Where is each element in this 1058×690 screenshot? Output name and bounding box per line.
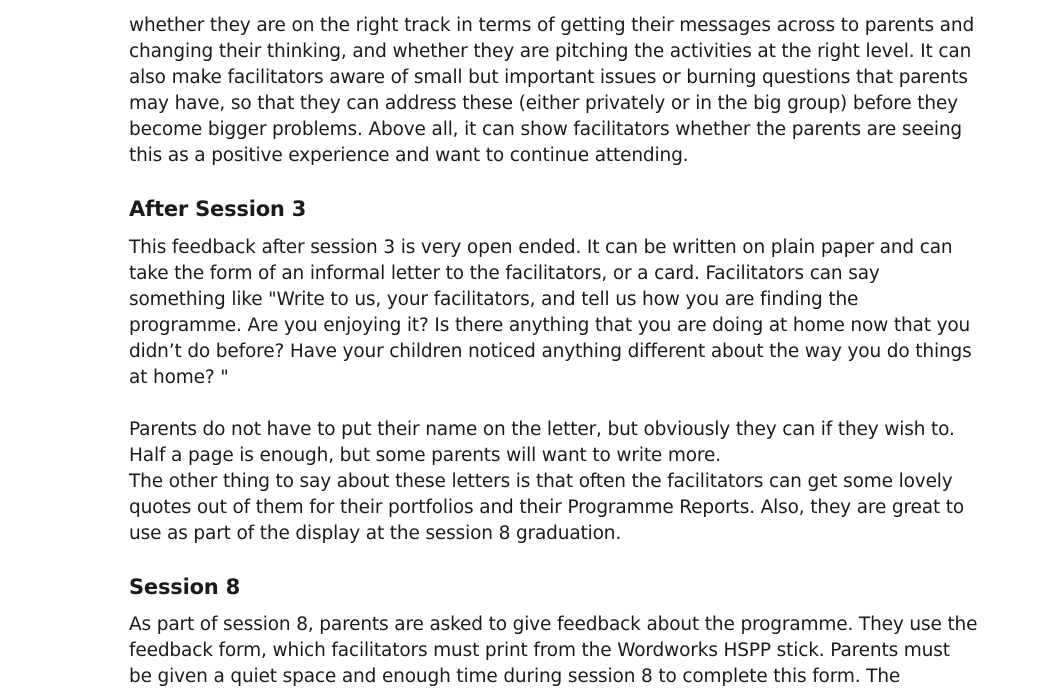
- section-heading-after-session-3: After Session 3: [129, 197, 307, 221]
- text-line: this as a positive experience and want to continue attending.: [129, 145, 689, 166]
- text-line: quotes out of them for their portfolios and their Programme Reports. Also, they are great to: [129, 497, 965, 518]
- intro-paragraph: [129, 0, 975, 169]
- text-line: Half a page is enough, but some parents will want to write more.: [129, 445, 721, 466]
- after-session-3-paragraph-2: [129, 417, 965, 547]
- text-line: programme. Are you enjoying it? Is there anything that you are doing at home now that you: [129, 315, 971, 336]
- text-line: take the form of an informal letter to the facilitators, or a card. Facilitators can say: [129, 263, 880, 284]
- text-line: also make facilitators aware of small but important issues or burning questions that parents: [129, 67, 968, 88]
- text-line: changing their thinking, and whether they are pitching the activities at the right level. It can: [129, 41, 972, 62]
- text-line: feedback form, which facilitators must print from the Wordworks HSPP stick. Parents must: [129, 640, 950, 661]
- text-line: at home? ": [129, 367, 229, 388]
- text-line: whether they are on the right track in terms of getting their messages across to parents and: [129, 15, 975, 36]
- text-line: didn’t do before? Have your children noticed anything different about the way you do things: [129, 341, 972, 362]
- document-page: [129, 0, 978, 690]
- text-line: may have, so that they can address these (either privately or in the big group) before they: [129, 93, 958, 114]
- text-line: use as part of the display at the session 8 graduation.: [129, 523, 622, 544]
- session-8-paragraph-1: [129, 612, 978, 690]
- text-line: Parents do not have to put their name on the letter, but obviously they can if they wish to.: [129, 419, 955, 440]
- text-line: become bigger problems. Above all, it can show facilitators whether the parents are seeing: [129, 119, 962, 140]
- text-line: something like "Write to us, your facilitators, and tell us how you are finding the: [129, 289, 859, 310]
- text-line: As part of session 8, parents are asked to give feedback about the programme. They use the: [129, 614, 978, 635]
- after-session-3-paragraph-1: [129, 235, 972, 391]
- paragraph-gap: [129, 391, 949, 417]
- section-heading-session-8: Session 8: [129, 575, 241, 599]
- text-line: [129, 0, 949, 13]
- text-line: This feedback after session 3 is very open ended. It can be written on plain paper and can: [129, 237, 953, 258]
- text-line: The other thing to say about these letters is that often the facilitators can get some lovely: [129, 471, 953, 492]
- text-line: be given a quiet space and enough time during session 8 to complete this form. The: [129, 666, 901, 687]
